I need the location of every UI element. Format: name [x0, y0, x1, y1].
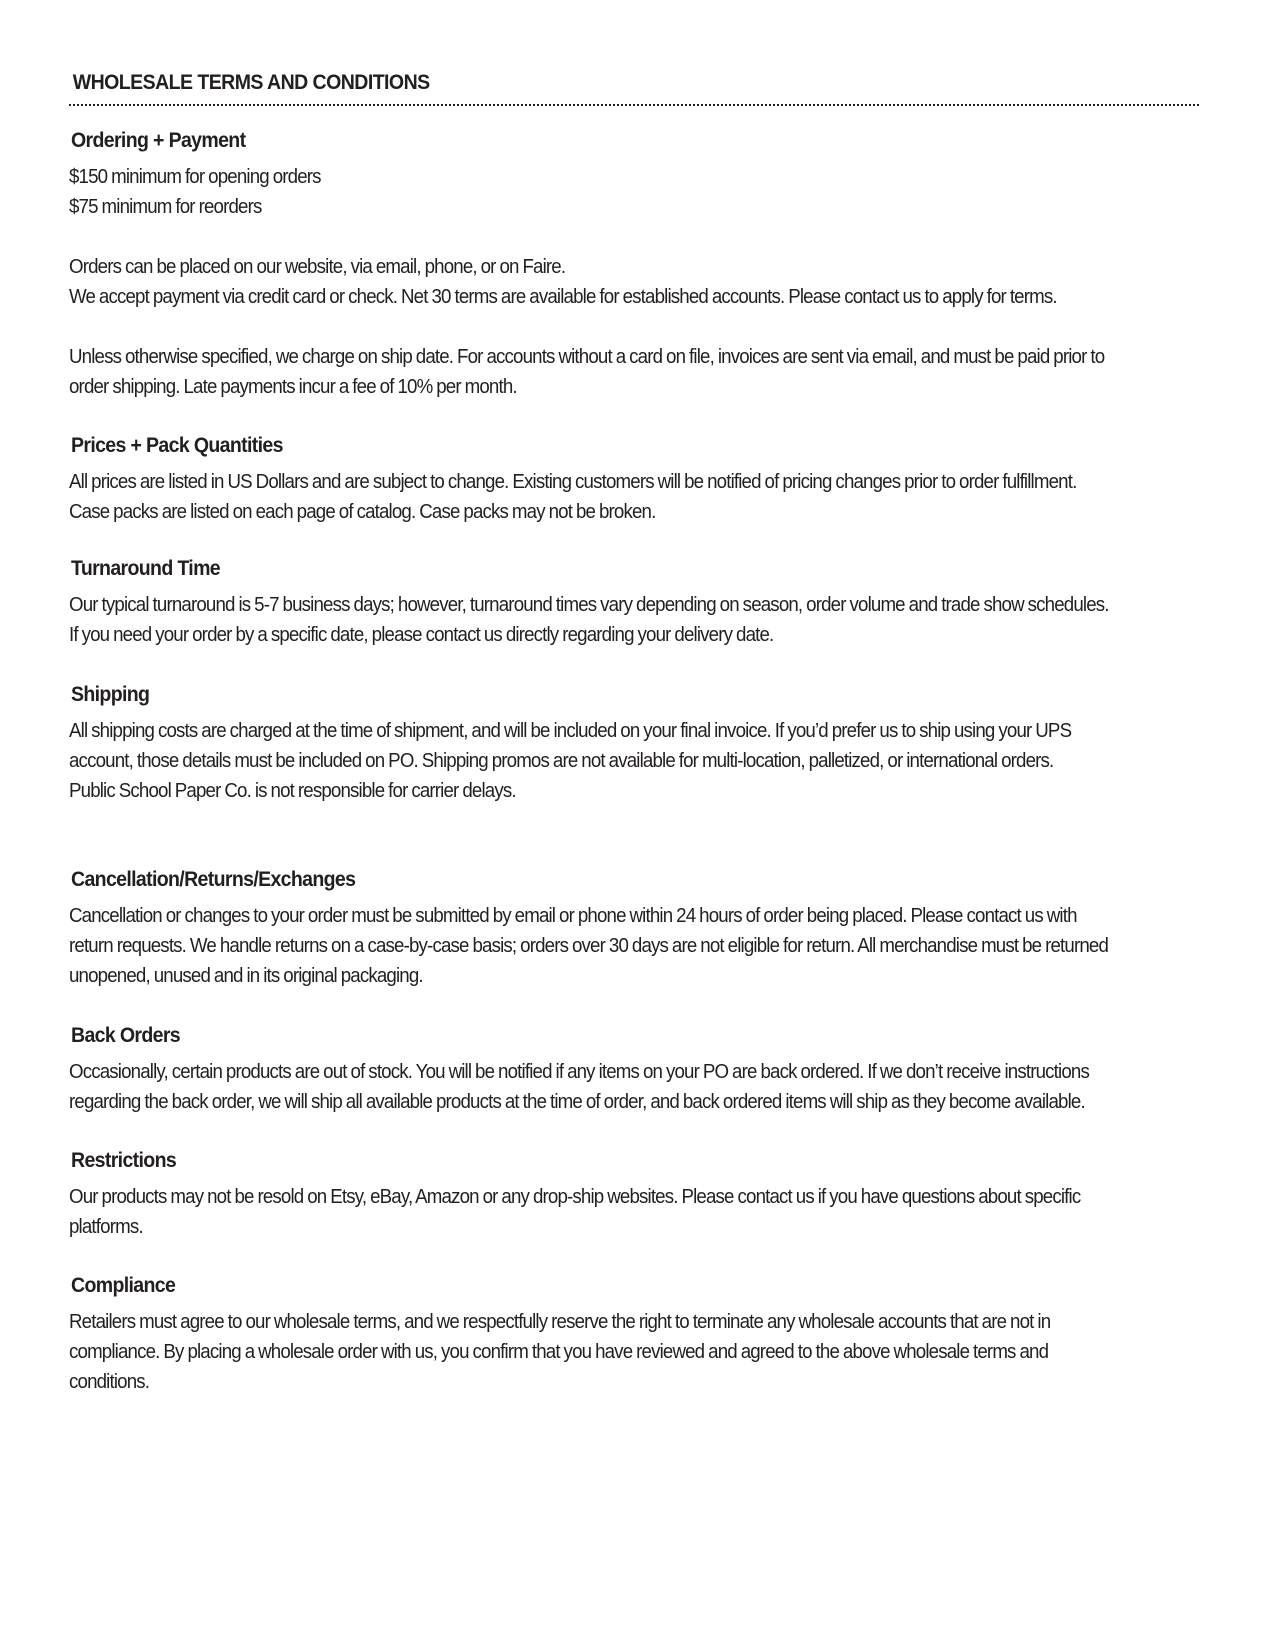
section-heading-cancellation: Cancellation/Returns/Exchanges [71, 868, 356, 891]
section-shipping [69, 680, 1199, 806]
section-heading-ordering-payment: Ordering + Payment [71, 129, 246, 152]
ordering-billing-paragraph [69, 342, 1200, 402]
minimum-opening-orders: $150 minimum for opening orders [69, 166, 321, 188]
terms-document [69, 68, 1199, 1397]
paragraph-line: return requests. We handle returns on a case-by-case basis; orders over 30 days are not eligible for return. All merchandise must be returned [69, 935, 1109, 957]
paragraph-line: Our products may not be resold on Etsy, eBay, Amazon or any drop-ship websites. Please contact us if you have questions about specific [69, 1186, 1081, 1208]
section-turnaround [69, 554, 1199, 650]
paragraph-line: We accept payment via credit card or check. Net 30 terms are available for established accounts. Please contact us to apply for terms. [69, 286, 1057, 308]
paragraph-line: order shipping. Late payments incur a fee of 10% per month. [69, 376, 517, 398]
back-orders-paragraph [69, 1057, 1200, 1117]
section-restrictions [69, 1146, 1199, 1242]
turnaround-paragraph [69, 590, 1200, 650]
compliance-paragraph [69, 1307, 1200, 1397]
paragraph-line: Public School Paper Co. is not responsible for carrier delays. [69, 780, 516, 802]
section-compliance [69, 1271, 1199, 1397]
prices-paragraph [69, 467, 1200, 527]
paragraph-line: account, those details must be included on PO. Shipping promos are not available for multi-location, palletized, or international orders. [69, 750, 1054, 772]
paragraph-line: unopened, unused and in its original packaging. [69, 965, 423, 987]
paragraph-line: Unless otherwise specified, we charge on ship date. For accounts without a card on file, invoices are sent via email, and must be paid prior to [69, 346, 1105, 368]
section-prices [69, 431, 1199, 527]
section-heading-restrictions: Restrictions [71, 1149, 177, 1172]
restrictions-paragraph [69, 1182, 1200, 1242]
minimum-reorders: $75 minimum for reorders [69, 196, 262, 218]
paragraph-line: Case packs are listed on each page of catalog. Case packs may not be broken. [69, 501, 656, 523]
paragraph-line: Cancellation or changes to your order must be submitted by email or phone within 24 hours of order being placed. Please contact us with [69, 905, 1077, 927]
shipping-paragraph [69, 716, 1200, 806]
section-heading-back-orders: Back Orders [71, 1024, 180, 1047]
section-ordering-payment [69, 126, 1199, 402]
section-heading-turnaround: Turnaround Time [71, 557, 221, 580]
paragraph-line: regarding the back order, we will ship all available products at the time of order, and back ordered items will ship as they become available. [69, 1091, 1085, 1113]
section-back-orders [69, 1021, 1199, 1117]
section-cancellation [69, 865, 1199, 991]
paragraph-line: platforms. [69, 1216, 143, 1238]
section-heading-shipping: Shipping [71, 683, 150, 706]
page-title: WHOLESALE TERMS AND CONDITIONS [72, 71, 430, 94]
ordering-methods-paragraph [69, 252, 1200, 312]
cancellation-paragraph [69, 901, 1200, 991]
paragraph-line: conditions. [69, 1371, 150, 1393]
section-heading-prices: Prices + Pack Quantities [71, 434, 283, 457]
paragraph-line: All prices are listed in US Dollars and are subject to change. Existing customers will be notified of pricing changes prior to order fulfillment. [69, 471, 1077, 493]
title-divider [69, 104, 1199, 106]
ordering-minimums [69, 162, 1200, 222]
paragraph-line: If you need your order by a specific date, please contact us directly regarding your delivery date. [69, 624, 774, 646]
paragraph-line: compliance. By placing a wholesale order with us, you confirm that you have reviewed and agreed to the above wholesale terms and [69, 1341, 1049, 1363]
paragraph-line: Occasionally, certain products are out of stock. You will be notified if any items on your PO are back ordered. If we don’t receive instructions [69, 1061, 1089, 1083]
paragraph-line: Orders can be placed on our website, via email, phone, or on Faire. [69, 256, 566, 278]
section-heading-compliance: Compliance [71, 1274, 176, 1297]
paragraph-line: Our typical turnaround is 5-7 business days; however, turnaround times vary depending on season, order volume and trade show schedules. [69, 594, 1109, 616]
paragraph-line: All shipping costs are charged at the time of shipment, and will be included on your final invoice. If you’d prefer us to ship using your UPS [69, 720, 1072, 742]
paragraph-line: Retailers must agree to our wholesale terms, and we respectfully reserve the right to terminate any wholesale accounts that are not in [69, 1311, 1051, 1333]
